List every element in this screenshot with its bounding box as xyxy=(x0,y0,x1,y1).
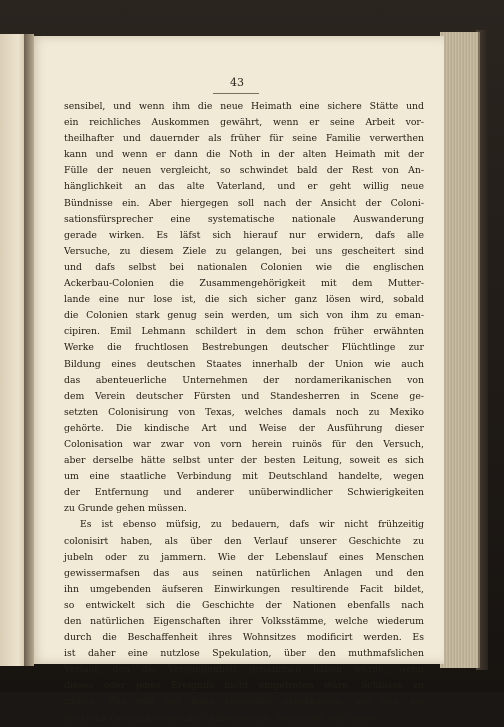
text-line: theilhafter und dauernder als früher für seine Familie verwerthen xyxy=(64,133,424,145)
page-body-text xyxy=(64,99,424,727)
text-line: ist daher eine nutzlose Spekulation, über den muthmafslichen xyxy=(64,648,424,660)
text-line: den natürlichen Eigenschaften ihrer Volksstämme, welche wiederum xyxy=(64,616,424,627)
page-number: 43 xyxy=(230,76,244,89)
text-line: sationsfürsprecher eine systematische nationale Auswanderung xyxy=(64,213,424,225)
text-line: ein reichliches Auskommen gewährt, wenn er seine Arbeit vor- xyxy=(64,117,424,129)
text-line: deutsche Geschichte gestaltet haben würde, wenn dies oder jenes xyxy=(64,712,377,724)
text-line: Fülle der neuen vergleicht, so schwindet bald der Rest von An- xyxy=(64,165,424,177)
text-line: jubeln oder zu jammern. Wie der Lebenslauf eines Menschen xyxy=(64,551,424,563)
text-line: dieses oder jenes Ereignifs nicht eingetreten wäre, Schlüsse zu xyxy=(64,680,424,692)
text-line: das abenteuerliche Unternehmen der nordamerikanischen von xyxy=(64,374,424,386)
text-line: ihn umgebenden äufseren Einwirkungen resultirende Facit bildet, xyxy=(64,583,424,595)
text-line: Ackerbau-Colonien die Zusammengehörigkeit mit dem Mutter- xyxy=(64,278,424,290)
text-line: ziehen. Wer will und kann rückwärts prophezeien, wie sich die xyxy=(64,696,424,708)
text-line: gehörte. Die kindische Art und Weise der Ausführung dieser xyxy=(64,422,424,434)
text-line: Bildung eines deutschen Staates innerhalb der Union wie auch xyxy=(64,358,424,370)
text-line: der Entfernung und anderer unüberwindlicher Schwierigkeiten xyxy=(64,487,424,499)
book-gutter xyxy=(24,34,34,666)
text-line: Werke die fruchtlosen Bestrebungen deutscher Flüchtlinge zur xyxy=(64,342,424,354)
text-line: gewissermafsen das aus seinen natürlichen Anlagen und den xyxy=(64,567,424,579)
text-line: durch die Beschaffenheit ihres Wohnsitzes modificirt werden. Es xyxy=(64,632,424,644)
text-line: Es ist ebenso müfsig, zu bedauern, dafs wir nicht frühzeitig xyxy=(80,519,424,531)
text-line: cipiren. Emil Lehmann schildert in dem schon früher erwähnten xyxy=(64,326,424,338)
text-line: aber derselbe hätte selbst unter der besten Leitung, soweit es sich xyxy=(64,455,424,467)
text-line: Versuche, zu diesem Ziele zu gelangen, bei uns gescheitert sind xyxy=(64,245,424,257)
text-line: gerade wirken. Es läfst sich hierauf nur erwidern, dafs alle xyxy=(64,229,424,241)
text-line: lande eine nur lose ist, die sich sicher ganz lösen wird, sobald xyxy=(64,294,424,306)
text-line: und dafs selbst bei nationalen Colonien wie die englischen xyxy=(64,261,424,273)
text-line: sensibel, und wenn ihm die neue Heimath eine sichere Stätte und xyxy=(64,101,424,112)
text-line: die Colonien stark genug sein werden, um sich von ihm zu eman- xyxy=(64,310,424,322)
text-line: Verlauf, den die Vergangenheit genommen haben würde, wenn xyxy=(64,664,424,676)
text-line: zu Grunde gehen müssen. xyxy=(64,503,187,515)
text-line: colonisirt haben, als über den Verlauf unserer Geschichte zu xyxy=(64,535,424,547)
text-line: um eine staatliche Verbindung mit Deutschland handelte, wegen xyxy=(64,471,424,483)
page-number-rule xyxy=(213,93,259,94)
text-line: Bündnisse ein. Aber hiergegen soll nach der Ansicht der Coloni- xyxy=(64,197,424,209)
text-line: Colonisation war zwar von vorn herein ruinös für den Versuch, xyxy=(64,438,424,450)
text-line: setzten Colonisirung von Texas, welches damals noch zu Mexiko xyxy=(64,406,424,418)
text-line: kann und wenn er dann die Noth in der alten Heimath mit der xyxy=(64,149,424,161)
left-page-edge xyxy=(0,34,26,666)
text-line: hänglichkeit an das alte Vaterland, und er geht willig neue xyxy=(64,181,424,193)
book-page xyxy=(30,36,444,724)
page-stack-edges xyxy=(440,32,480,668)
text-line: so entwickelt sich die Geschichte der Nationen ebenfalls nach xyxy=(64,599,424,611)
text-line: dem Verein deutscher Fürsten und Standesherren in Scene ge- xyxy=(64,390,424,402)
